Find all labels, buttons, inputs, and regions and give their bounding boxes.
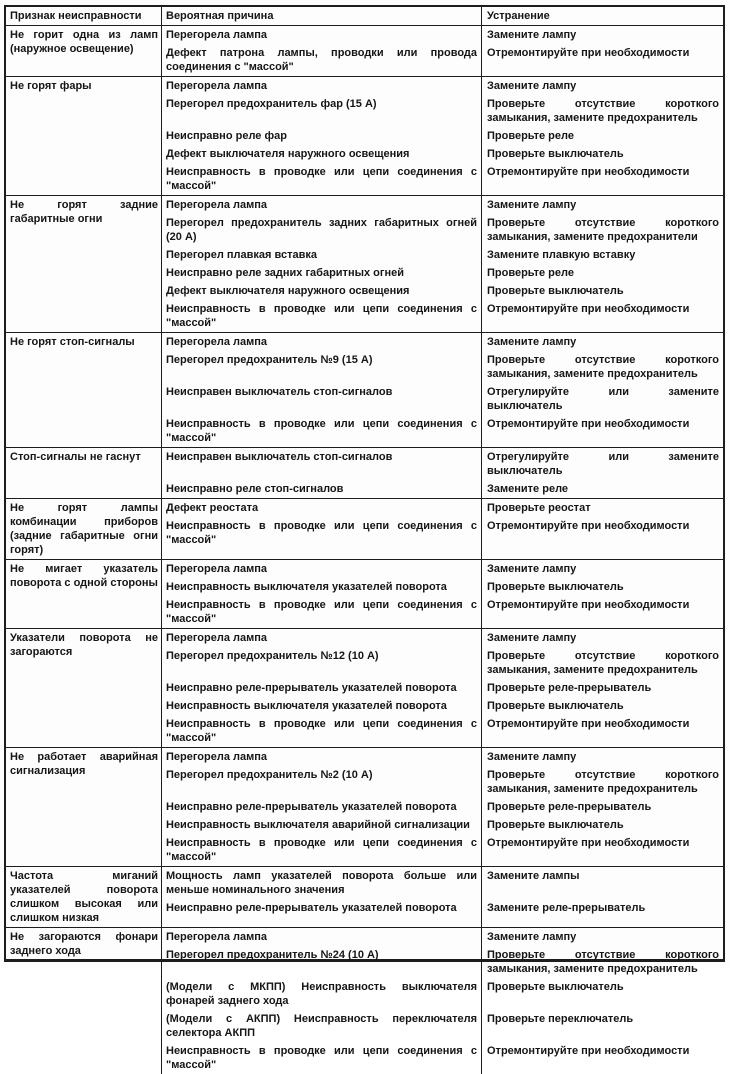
cause-cell: Неисправно реле-прерыватель указателей поворота — [162, 679, 482, 697]
remedy-cell: Замените реле — [487, 483, 569, 495]
remedy-cell: Проверьте отсутствие короткого замыкания, замените предохранитель — [487, 769, 719, 795]
cause-remedy-pair — [162, 480, 723, 498]
table-row — [6, 748, 723, 867]
cause-remedy-pair — [162, 196, 723, 214]
cause-remedy-pair — [162, 415, 723, 447]
cause-cell: Перегорела лампа — [162, 77, 482, 95]
cause-remedy-pair — [162, 798, 723, 816]
cause-cell: Неисправно реле-прерыватель указателей поворота — [162, 798, 482, 816]
remedy-cell: Проверьте выключатель — [487, 581, 624, 593]
cause-remedy-pair — [162, 163, 723, 195]
table-row — [6, 928, 723, 1074]
cause-remedy-pair — [162, 697, 723, 715]
cause-remedy-pair — [162, 44, 723, 76]
cause-remedy-pair — [162, 127, 723, 145]
cause-remedy-pair — [162, 560, 723, 578]
symptom-cell: Не загораются фонари заднего хода — [6, 928, 162, 1074]
cause-remedy-pair — [162, 1010, 723, 1042]
remedy-cell: Отрегулируйте или замените выключатель — [487, 451, 719, 477]
cause-cell: Неисправность в проводке или цепи соединения с "массой" — [162, 596, 482, 628]
table-row — [6, 26, 723, 77]
cause-cell: Дефект патрона лампы, проводки или провода соединения с "массой" — [162, 44, 482, 76]
cause-cell: Дефект выключателя наружного освещения — [162, 282, 482, 300]
cause-remedy-pair — [162, 351, 723, 383]
cause-remedy-pair — [162, 629, 723, 647]
remedy-cell: Замените лампу — [487, 80, 577, 92]
cause-remedy-pair — [162, 978, 723, 1010]
cause-remedy-pairs — [162, 499, 723, 559]
cause-remedy-pair — [162, 946, 723, 978]
cause-cell: Неисправность выключателя указателей поворота — [162, 578, 482, 596]
cause-cell: (Модели с МКПП) Неисправность выключателя фонарей заднего хода — [162, 978, 482, 1010]
cause-remedy-pairs — [162, 629, 723, 747]
table-row — [6, 629, 723, 748]
cause-remedy-pair — [162, 679, 723, 697]
remedy-cell: Проверьте реостат — [487, 502, 591, 514]
cause-remedy-pair — [162, 766, 723, 798]
cause-remedy-pair — [162, 448, 723, 480]
table-header-row — [6, 7, 723, 26]
cause-cell: Неисправно реле фар — [162, 127, 482, 145]
cause-cell: Неисправность в проводке или цепи соединения с "массой" — [162, 834, 482, 866]
cause-remedy-pair — [162, 928, 723, 946]
remedy-cell: Проверьте отсутствие короткого замыкания, замените предохранитель — [487, 949, 719, 975]
cause-remedy-pair — [162, 596, 723, 628]
cause-remedy-pairs — [162, 26, 723, 76]
symptom-cell: Не горят задние габаритные огни — [6, 196, 162, 332]
cause-cell: Перегорел предохранитель №24 (10 А) — [162, 946, 482, 978]
cause-remedy-pair — [162, 333, 723, 351]
remedy-cell: Отремонтируйте при необходимости — [487, 47, 690, 59]
remedy-cell: Проверьте отсутствие короткого замыкания, замените предохранители — [487, 217, 719, 243]
cause-cell: Перегорела лампа — [162, 928, 482, 946]
table-row — [6, 867, 723, 928]
cause-remedy-pair — [162, 145, 723, 163]
cause-remedy-pair — [162, 715, 723, 747]
cause-cell: Неисправно реле стоп-сигналов — [162, 480, 482, 498]
cause-remedy-pair — [162, 282, 723, 300]
table-row — [6, 77, 723, 196]
table-row — [6, 560, 723, 629]
col-header-cause: Вероятная причина — [162, 7, 482, 25]
remedy-cell: Проверьте отсутствие короткого замыкания, замените предохранитель — [487, 98, 719, 124]
cause-remedy-pairs — [162, 77, 723, 195]
symptom-cell: Стоп-сигналы не гаснут — [6, 448, 162, 498]
col-header-symptom: Признак неисправности — [6, 7, 162, 25]
cause-remedy-pairs — [162, 333, 723, 447]
cause-cell: Неисправность в проводке или цепи соединения с "массой" — [162, 715, 482, 747]
cause-cell: Перегорел плавкая вставка — [162, 246, 482, 264]
cause-remedy-pair — [162, 499, 723, 517]
cause-cell: Перегорела лампа — [162, 560, 482, 578]
cause-remedy-pair — [162, 578, 723, 596]
cause-cell: Неисправность в проводке или цепи соединения с "массой" — [162, 1042, 482, 1074]
remedy-cell: Проверьте выключатель — [487, 981, 624, 993]
cause-remedy-pairs — [162, 560, 723, 628]
cause-remedy-pair — [162, 246, 723, 264]
cause-remedy-pair — [162, 383, 723, 415]
cause-remedy-pair — [162, 647, 723, 679]
symptom-cell: Не горят фары — [6, 77, 162, 195]
table-row — [6, 196, 723, 333]
remedy-cell: Замените лампу — [487, 931, 577, 943]
remedy-cell: Замените лампу — [487, 29, 577, 41]
cause-cell: Перегорела лампа — [162, 629, 482, 647]
remedy-cell: Отрегулируйте или замените выключатель — [487, 386, 719, 412]
remedy-cell: Проверьте выключатель — [487, 819, 624, 831]
table-row — [6, 333, 723, 448]
remedy-cell: Замените лампы — [487, 870, 580, 882]
cause-cell: Неисправность в проводке или цепи соединения с "массой" — [162, 517, 482, 559]
col-header-remedy: Устранение — [487, 10, 550, 22]
cause-remedy-pair — [162, 517, 723, 559]
cause-remedy-pairs — [162, 928, 723, 1074]
cause-remedy-pairs — [162, 748, 723, 866]
cause-cell: Мощность ламп указателей поворота больше или меньше номинального значения — [162, 867, 482, 899]
cause-remedy-pair — [162, 1042, 723, 1074]
cause-remedy-pair — [162, 300, 723, 332]
cause-cell: Перегорел предохранитель фар (15 А) — [162, 95, 482, 127]
cause-remedy-pairs — [162, 196, 723, 332]
remedy-cell: Проверьте отсутствие короткого замыкания, замените предохранитель — [487, 650, 719, 676]
remedy-cell: Проверьте переключатель — [487, 1013, 634, 1025]
remedy-cell: Замените плавкую вставку — [487, 249, 636, 261]
cause-remedy-pair — [162, 816, 723, 834]
cause-remedy-pairs — [162, 867, 723, 927]
remedy-cell: Замените лампу — [487, 751, 577, 763]
remedy-cell: Отремонтируйте при необходимости — [487, 520, 690, 532]
cause-cell: Перегорела лампа — [162, 333, 482, 351]
remedy-cell: Проверьте реле — [487, 130, 574, 142]
cause-remedy-pair — [162, 214, 723, 246]
cause-remedy-pair — [162, 77, 723, 95]
remedy-cell: Проверьте выключатель — [487, 148, 624, 160]
cause-remedy-pairs — [162, 448, 723, 498]
cause-cell: Перегорел предохранитель №9 (15 А) — [162, 351, 482, 383]
cause-cell: Дефект реостата — [162, 499, 482, 517]
cause-remedy-pair — [162, 26, 723, 44]
symptom-cell: Не горят стоп-сигналы — [6, 333, 162, 447]
remedy-cell: Проверьте отсутствие короткого замыкания, замените предохранитель — [487, 354, 719, 380]
cause-cell: Перегорела лампа — [162, 196, 482, 214]
remedy-cell: Проверьте реле-прерыватель — [487, 682, 652, 694]
cause-cell: Неисправно реле-прерыватель указателей поворота — [162, 899, 482, 927]
cause-cell: Перегорел предохранитель №12 (10 А) — [162, 647, 482, 679]
remedy-cell: Отремонтируйте при необходимости — [487, 166, 690, 178]
symptom-cell: Не работает аварийная сигнализация — [6, 748, 162, 866]
cause-remedy-pair — [162, 899, 723, 927]
remedy-cell: Отремонтируйте при необходимости — [487, 718, 690, 730]
cause-cell: (Модели с АКПП) Неисправность переключателя селектора АКПП — [162, 1010, 482, 1042]
table-row — [6, 448, 723, 499]
cause-cell: Неисправность выключателя указателей поворота — [162, 697, 482, 715]
cause-remedy-pair — [162, 95, 723, 127]
cause-cell: Перегорела лампа — [162, 26, 482, 44]
symptom-cell: Не мигает указатель поворота с одной стороны — [6, 560, 162, 628]
cause-cell: Неисправность выключателя аварийной сигнализации — [162, 816, 482, 834]
troubleshooting-table — [4, 5, 725, 1071]
cause-cell: Неисправность в проводке или цепи соединения с "массой" — [162, 415, 482, 447]
cause-cell: Перегорел предохранитель задних габаритных огней (20 А) — [162, 214, 482, 246]
remedy-cell: Проверьте выключатель — [487, 700, 624, 712]
cause-remedy-pair — [162, 748, 723, 766]
cause-remedy-pair — [162, 264, 723, 282]
cause-cell: Неисправен выключатель стоп-сигналов — [162, 448, 482, 480]
symptom-cell: Частота миганий указателей поворота слишком высокая или слишком низкая — [6, 867, 162, 927]
cause-cell: Дефект выключателя наружного освещения — [162, 145, 482, 163]
remedy-cell: Отремонтируйте при необходимости — [487, 303, 690, 315]
remedy-cell: Отремонтируйте при необходимости — [487, 1045, 690, 1057]
cause-remedy-pair — [162, 867, 723, 899]
cause-cell: Перегорела лампа — [162, 748, 482, 766]
symptom-cell: Не горит одна из ламп (наружное освещение) — [6, 26, 162, 76]
cause-cell: Неисправность в проводке или цепи соединения с "массой" — [162, 163, 482, 195]
remedy-cell: Отремонтируйте при необходимости — [487, 599, 690, 611]
remedy-cell: Замените лампу — [487, 336, 577, 348]
cause-cell: Перегорел предохранитель №2 (10 А) — [162, 766, 482, 798]
remedy-cell: Замените лампу — [487, 563, 577, 575]
remedy-cell: Проверьте реле — [487, 267, 574, 279]
cause-cell: Неисправно реле задних габаритных огней — [162, 264, 482, 282]
table-row — [6, 499, 723, 560]
remedy-cell: Проверьте выключатель — [487, 285, 624, 297]
cause-remedy-pair — [162, 834, 723, 866]
remedy-cell: Замените реле-прерыватель — [487, 902, 646, 914]
cause-cell: Неисправность в проводке или цепи соединения с "массой" — [162, 300, 482, 332]
symptom-cell: Не горят лампы комбинации приборов (задние габаритные огни горят) — [6, 499, 162, 559]
remedy-cell: Отремонтируйте при необходимости — [487, 418, 690, 430]
remedy-cell: Отремонтируйте при необходимости — [487, 837, 690, 849]
cause-cell: Неисправен выключатель стоп-сигналов — [162, 383, 482, 415]
remedy-cell: Проверьте реле-прерыватель — [487, 801, 652, 813]
remedy-cell: Замените лампу — [487, 199, 577, 211]
remedy-cell: Замените лампу — [487, 632, 577, 644]
symptom-cell: Указатели поворота не загораются — [6, 629, 162, 747]
